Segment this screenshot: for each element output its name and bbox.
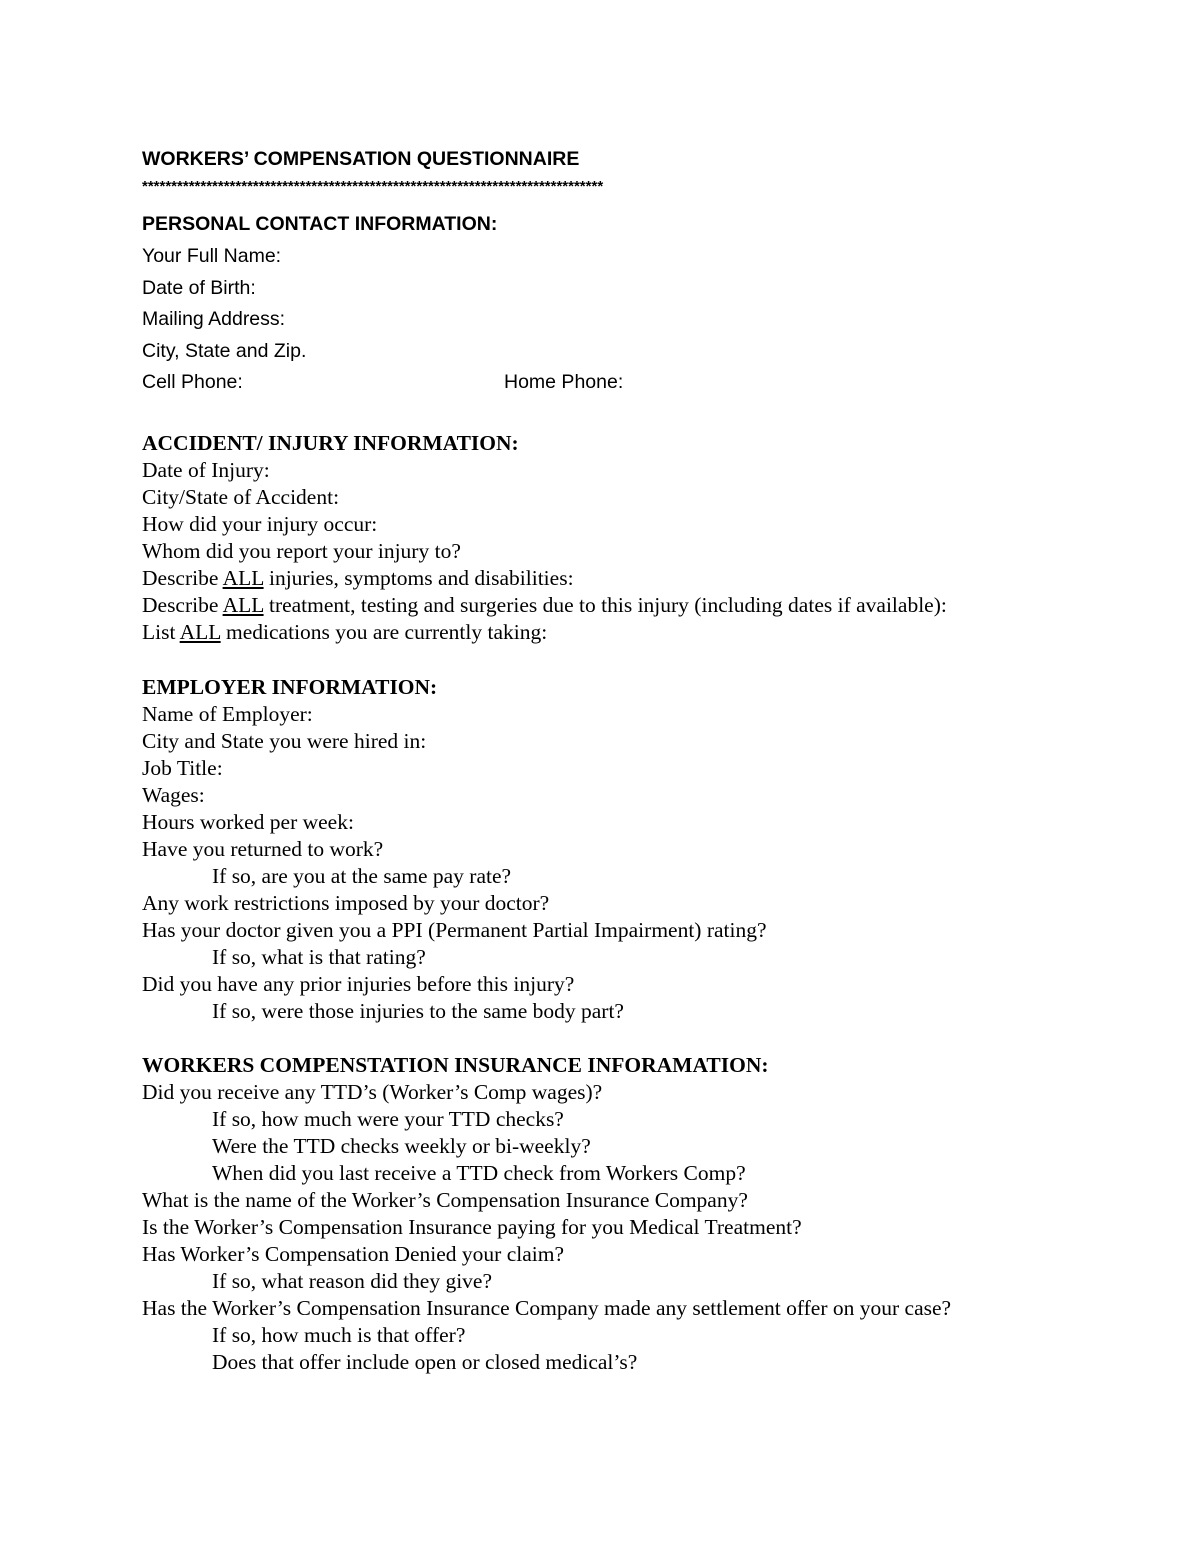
- how-injury-occur-label: How did your injury occur:: [142, 512, 378, 536]
- employer-name-label: Name of Employer:: [142, 702, 313, 726]
- claim-denied-label: Has Worker’s Compensation Denied your claim?: [142, 1242, 565, 1266]
- list-medications-label: [142, 619, 947, 646]
- city-state-hired-label: City and State you were hired in:: [142, 729, 427, 753]
- describe-injuries-label: [142, 565, 947, 592]
- personal-contact-heading: PERSONAL CONTACT INFORMATION:: [142, 213, 498, 235]
- employer-section: [142, 674, 767, 1025]
- ttd-frequency-label: Were the TTD checks weekly or bi-weekly?: [212, 1134, 591, 1158]
- insurance-company-name-label: What is the name of the Worker’s Compensation Insurance Company?: [142, 1188, 748, 1212]
- open-closed-medical-label: Does that offer include open or closed medical’s?: [212, 1350, 638, 1374]
- city-state-accident-label: City/State of Accident:: [142, 485, 340, 509]
- list-medications-pre: List: [142, 620, 180, 644]
- personal-contact-section: [142, 211, 624, 401]
- wages-label: Wages:: [142, 783, 205, 807]
- hours-worked-label: Hours worked per week:: [142, 810, 354, 834]
- dob-label: Date of Birth:: [142, 276, 256, 299]
- returned-to-work-label: Have you returned to work?: [142, 837, 384, 861]
- document-title: WORKERS’ COMPENSATION QUESTIONNAIRE: [142, 148, 580, 170]
- insurance-heading: WORKERS COMPENSTATION INSURANCE INFORAMATION:: [142, 1053, 769, 1077]
- describe-treatment-label: [142, 592, 947, 619]
- insurance-section: [142, 1052, 951, 1376]
- denial-reason-label: If so, what reason did they give?: [212, 1269, 493, 1293]
- job-title-label: Job Title:: [142, 756, 223, 780]
- describe-injuries-emphasis: ALL: [222, 566, 264, 590]
- ttd-amount-label: If so, how much were your TTD checks?: [212, 1107, 564, 1131]
- cell-phone-label: Cell Phone:: [142, 371, 243, 393]
- home-phone-label: Home Phone:: [504, 371, 624, 393]
- describe-treatment-pre: Describe: [142, 593, 223, 617]
- date-of-injury-label: Date of Injury:: [142, 458, 270, 482]
- phone-row: [142, 369, 624, 401]
- same-body-part-label: If so, were those injuries to the same body part?: [212, 999, 624, 1023]
- city-state-zip-label: City, State and Zip.: [142, 339, 307, 362]
- settlement-amount-label: If so, how much is that offer?: [212, 1323, 466, 1347]
- ttd-received-label: Did you receive any TTD’s (Worker’s Comp wages)?: [142, 1080, 603, 1104]
- list-medications-post: medications you are currently taking:: [220, 620, 548, 644]
- accident-injury-section: [142, 430, 947, 646]
- employer-heading: EMPLOYER INFORMATION:: [142, 675, 438, 699]
- same-pay-rate-label: If so, are you at the same pay rate?: [212, 864, 512, 888]
- ttd-last-check-label: When did you last receive a TTD check from Workers Comp?: [212, 1161, 746, 1185]
- describe-treatment-post: treatment, testing and surgeries due to this injury (including dates if available):: [263, 593, 947, 617]
- mailing-address-label: Mailing Address:: [142, 308, 286, 330]
- paying-medical-label: Is the Worker’s Compensation Insurance paying for you Medical Treatment?: [142, 1215, 802, 1239]
- work-restrictions-label: Any work restrictions imposed by your doctor?: [142, 891, 550, 915]
- describe-injuries-post: injuries, symptoms and disabilities:: [263, 566, 574, 590]
- whom-report-label: Whom did you report your injury to?: [142, 539, 461, 563]
- list-medications-emphasis: ALL: [179, 620, 221, 644]
- prior-injuries-label: Did you have any prior injuries before this injury?: [142, 972, 575, 996]
- full-name-label: Your Full Name:: [142, 245, 282, 267]
- settlement-offer-label: Has the Worker’s Compensation Insurance Company made any settlement offer on your case?: [142, 1296, 952, 1320]
- describe-treatment-emphasis: ALL: [222, 593, 264, 617]
- ppi-rating-value-label: If so, what is that rating?: [212, 945, 426, 969]
- accident-injury-heading: ACCIDENT/ INJURY INFORMATION:: [142, 431, 519, 455]
- ppi-rating-question-label: Has your doctor given you a PPI (Permanent Partial Impairment) rating?: [142, 918, 767, 942]
- describe-injuries-pre: Describe: [142, 566, 223, 590]
- separator-line: *******************************************************************************: [142, 178, 604, 195]
